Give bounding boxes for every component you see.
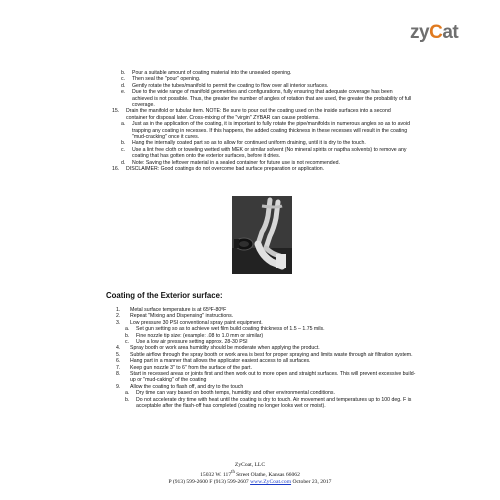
list-marker: 2.: [116, 313, 121, 320]
page-footer: [0, 462, 500, 486]
list-text: Repeat "Mixing and Dispensing" instructions.: [130, 313, 234, 320]
list-text: Subtle airflow through the spray booth or work area is best for proper spraying and limits waste through air filtration system.: [130, 351, 413, 358]
list-marker: 9.: [116, 383, 121, 390]
list-marker: d.: [121, 159, 126, 166]
list-marker: 5.: [116, 351, 121, 358]
list-text: Start in recessed areas or joints first and then work out to more open and straight surfaces. This will prevent excessive build-up or "mud-caking" of the coating: [130, 371, 416, 384]
footer-contact: [0, 479, 500, 486]
list-text: Just as in the application of the coating, it is important to fully rotate the pipe/manifolds in numerous angles so as to avoid trapping any coating in recesses. If this happens, the added coating thickness in these recesses will result in the coating "mud-cracking" once it cures.: [132, 121, 410, 141]
list-marker: c.: [121, 146, 126, 153]
list-marker: 4.: [116, 345, 121, 352]
list-marker: d.: [121, 82, 126, 89]
list-text: Low pressure 30 PSI conventional spray paint equipment.: [130, 319, 263, 326]
exterior-section-heading: Coating of the Exterior surface:: [106, 291, 223, 300]
list-marker: a.: [125, 326, 130, 333]
footer-address-rest: Street Olathe, Kansas 66062: [234, 471, 300, 478]
list-marker: b.: [125, 332, 130, 339]
footer-address: [0, 469, 500, 479]
footer-address-line: 15032 W. 117: [200, 471, 232, 478]
list-text: Then seal the "pour" opening.: [132, 76, 201, 83]
logo-c: C: [429, 22, 443, 43]
list-item: [112, 121, 412, 140]
list-text: Metal surface temperature is at 65ºF-80ºF: [130, 307, 227, 313]
footer-phone-fax: P (913) 599-2600 F (913) 599-2607: [168, 478, 251, 485]
list-marker: 3.: [116, 319, 121, 326]
list-marker: a.: [121, 121, 126, 128]
website-link[interactable]: www.ZyCoat.com: [250, 478, 292, 485]
list-marker: 6.: [116, 358, 121, 365]
list-text: Keep gun nozzle 3" to 6" from the surface of the part.: [130, 364, 252, 371]
list-marker: 7.: [116, 364, 121, 371]
list-marker: 1.: [116, 307, 121, 313]
list-text: Drain the manifold or tubular item. NOTE: Be sure to pour out the coating used on the inside surfaces into a second container for disposal later. Cross-mixing of the "virgin" ZYBAR can cause problems.: [126, 108, 391, 121]
list-text: Due to the wide range of manifold geometries and configurations, fully ensuring that adequate coverage has been achieved is not possible. Thus, the greater the number of angles of rotation that are used, the greater the probability of full coverage.: [132, 89, 412, 109]
list-item: [112, 89, 412, 108]
list-item: [116, 371, 416, 384]
list-text: Fine nozzle tip size: (example: .08 to 1.0 mm or similar): [136, 332, 264, 339]
list-text: Use a low air pressure setting approx. 28-30 PSI: [136, 339, 248, 346]
list-item: [112, 147, 412, 160]
list-marker: 8.: [116, 371, 121, 378]
list-text: Set gun setting so as to achieve wet film build coating thickness of 1.5 – 1.75 mils.: [136, 326, 325, 333]
list-text: DISCLAIMER: Good coatings do not overcome bad surface preparation or application.: [126, 166, 325, 173]
zycoat-logo: [410, 22, 458, 44]
list-marker: c.: [121, 76, 126, 83]
list-text: Pour a suitable amount of coating material into the unsealed opening.: [132, 70, 292, 76]
logo-zy: zy: [410, 22, 430, 43]
coated-manifold-photo: [232, 196, 292, 274]
list-marker: 15.: [112, 108, 120, 115]
list-marker: b.: [125, 396, 130, 403]
exterior-coating-steps: [116, 307, 416, 410]
list-text: Gently rotate the tubes/manifold to permit the coating to flow over all interior surfaces.: [132, 82, 329, 89]
footer-address-sup: th: [231, 470, 235, 475]
list-marker: 16.: [112, 166, 120, 173]
list-text: Spray booth or work area humidity should be moderate when applying the product.: [130, 345, 320, 352]
list-marker: b.: [121, 140, 126, 147]
list-text: Do not accelerate dry time with heat until the coating is dry to touch. Air movement and temperatures up to 100 deg. F is acceptable after the flash-off has completed (coating no longer looks wet or moist).: [136, 396, 412, 410]
list-marker: c.: [125, 339, 130, 346]
list-item: [112, 166, 412, 172]
list-text: Use a lint free cloth or toweling wetted with MEK or similar solvent (No mineral spirits or naptha solvents) to remove any coating that has gotten onto the exterior surfaces, before it dries.: [132, 146, 407, 160]
list-marker: b.: [121, 70, 126, 76]
list-text: Allow the coating to flash off, and dry to the touch: [130, 383, 244, 390]
list-marker: a.: [125, 390, 130, 397]
list-text: Hang the internally coated part so as to allow for continued uniform draining, until it is dry to the touch.: [132, 140, 366, 147]
list-text: Note: Saving the leftover material in a sealed container for future use is not recommended.: [132, 159, 340, 166]
list-text: Hang part in a manner that allows the applicator easiest access to all surfaces.: [130, 358, 311, 365]
list-item: [116, 397, 416, 410]
list-text: Dry time can vary based on booth temps, humidity and other environmental conditions.: [136, 390, 335, 397]
footer-company: ZyCoat, LLC: [234, 462, 266, 468]
list-marker: e.: [121, 89, 126, 96]
logo-at: at: [442, 22, 459, 43]
footer-date: October 23, 2017: [291, 478, 332, 485]
list-item: [112, 108, 412, 121]
interior-coating-steps: [112, 70, 412, 173]
